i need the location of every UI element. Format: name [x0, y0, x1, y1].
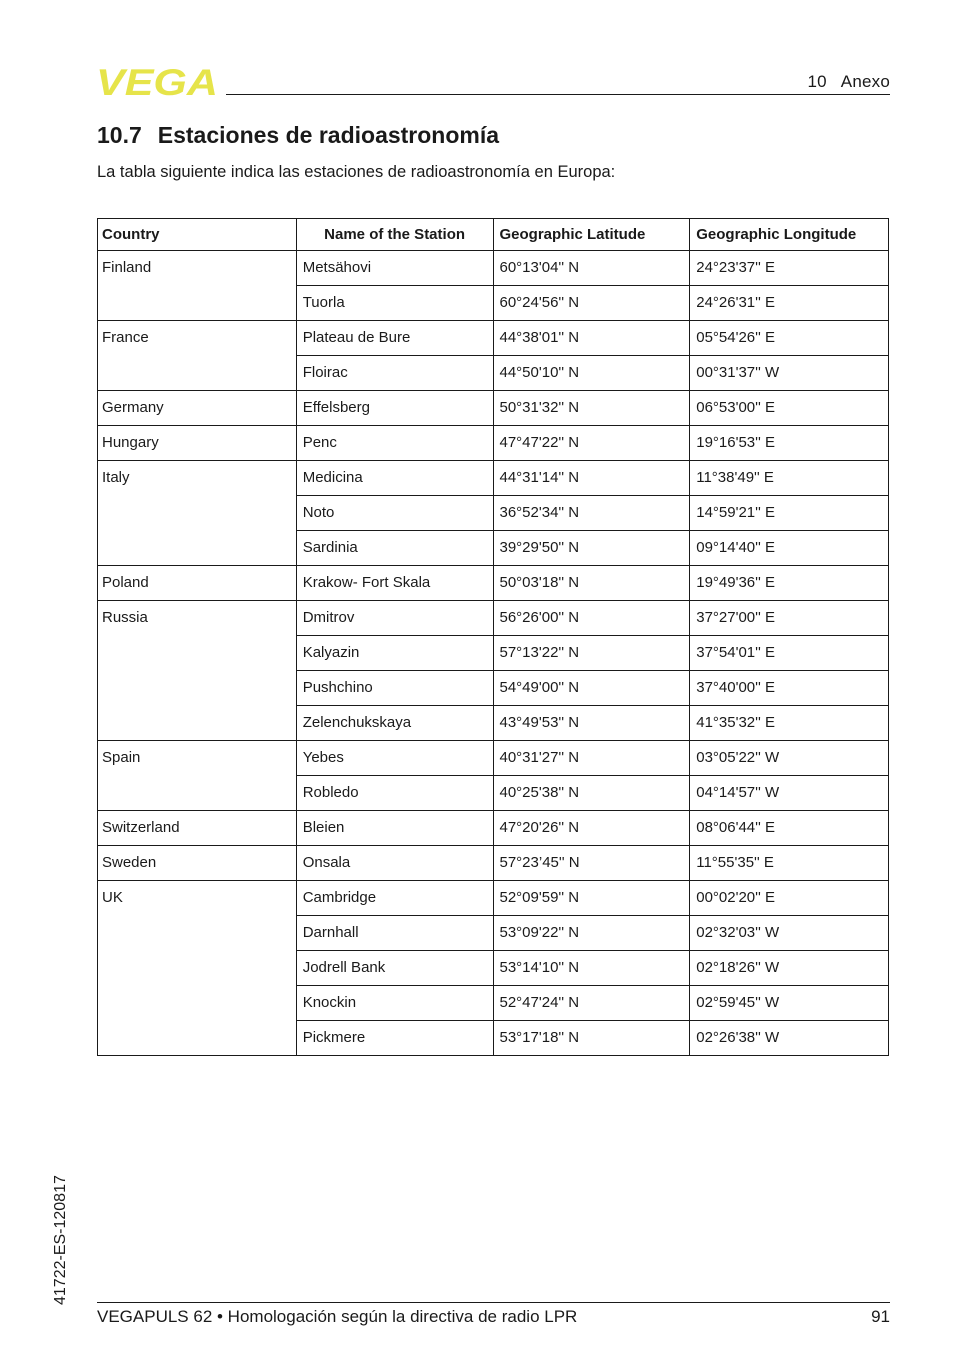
country-cell: Italy	[98, 461, 297, 566]
latitude-cell: 54°49'00'' N	[493, 671, 690, 706]
header-section-name: Anexo	[840, 72, 890, 91]
station-name-cell: Bleien	[296, 811, 493, 846]
longitude-cell: 11°38'49'' E	[690, 461, 889, 496]
table-row	[98, 601, 889, 636]
table-header-row	[98, 219, 889, 251]
longitude-cell: 37°54'01'' E	[690, 636, 889, 671]
station-name-cell: Kalyazin	[296, 636, 493, 671]
latitude-cell: 36°52'34'' N	[493, 496, 690, 531]
station-name-cell: Penc	[296, 426, 493, 461]
table-row	[98, 881, 889, 916]
table-row	[98, 811, 889, 846]
latitude-cell: 39°29'50'' N	[493, 531, 690, 566]
table-row	[98, 566, 889, 601]
longitude-cell: 37°40'00'' E	[690, 671, 889, 706]
station-name-cell: Cambridge	[296, 881, 493, 916]
longitude-cell: 41°35'32'' E	[690, 706, 889, 741]
longitude-cell: 19°49'36'' E	[690, 566, 889, 601]
station-name-cell: Tuorla	[296, 286, 493, 321]
header-section-number: 10	[807, 72, 827, 91]
country-cell: Russia	[98, 601, 297, 741]
footer-title: VEGAPULS 62 • Homologación según la directiva de radio LPR	[97, 1307, 578, 1326]
station-name-cell: Jodrell Bank	[296, 951, 493, 986]
station-name-cell: Darnhall	[296, 916, 493, 951]
column-header-longitude: Geographic Longitude	[690, 219, 889, 251]
longitude-cell: 24°23'37'' E	[690, 251, 889, 286]
longitude-cell: 00°02'20'' E	[690, 881, 889, 916]
latitude-cell: 40°31'27'' N	[493, 741, 690, 776]
latitude-cell: 44°50'10'' N	[493, 356, 690, 391]
longitude-cell: 04°14'57'' W	[690, 776, 889, 811]
station-name-cell: Dmitrov	[296, 601, 493, 636]
latitude-cell: 53°17'18'' N	[493, 1021, 690, 1056]
station-name-cell: Pushchino	[296, 671, 493, 706]
station-name-cell: Effelsberg	[296, 391, 493, 426]
longitude-cell: 14°59'21'' E	[690, 496, 889, 531]
latitude-cell: 60°13'04'' N	[493, 251, 690, 286]
latitude-cell: 53°09'22'' N	[493, 916, 690, 951]
longitude-cell: 24°26'31'' E	[690, 286, 889, 321]
station-name-cell: Robledo	[296, 776, 493, 811]
running-header	[807, 72, 890, 92]
column-header-latitude: Geographic Latitude	[493, 219, 690, 251]
latitude-cell: 52°09'59'' N	[493, 881, 690, 916]
station-name-cell: Yebes	[296, 741, 493, 776]
table-row	[98, 426, 889, 461]
country-cell: Switzerland	[98, 811, 297, 846]
longitude-cell: 11°55'35'' E	[690, 846, 889, 881]
table-row	[98, 251, 889, 286]
latitude-cell: 56°26'00'' N	[493, 601, 690, 636]
intro-paragraph: La tabla siguiente indica las estaciones de radioastronomía en Europa:	[97, 163, 616, 181]
station-name-cell: Krakow- Fort Skala	[296, 566, 493, 601]
latitude-cell: 43°49'53'' N	[493, 706, 690, 741]
table-body	[98, 251, 889, 1056]
table-row	[98, 391, 889, 426]
latitude-cell: 44°31'14'' N	[493, 461, 690, 496]
footer-divider	[97, 1302, 890, 1303]
table-row	[98, 461, 889, 496]
latitude-cell: 44°38'01'' N	[493, 321, 690, 356]
document-code: 41722-ES-120817	[52, 1175, 69, 1305]
station-name-cell: Noto	[296, 496, 493, 531]
country-cell: France	[98, 321, 297, 391]
section-heading	[97, 122, 499, 149]
longitude-cell: 06°53'00'' E	[690, 391, 889, 426]
station-name-cell: Metsähovi	[296, 251, 493, 286]
country-cell: Poland	[98, 566, 297, 601]
latitude-cell: 53°14'10'' N	[493, 951, 690, 986]
station-name-cell: Zelenchukskaya	[296, 706, 493, 741]
latitude-cell: 47°47'22'' N	[493, 426, 690, 461]
station-name-cell: Knockin	[296, 986, 493, 1021]
longitude-cell: 09°14'40'' E	[690, 531, 889, 566]
longitude-cell: 03°05'22'' W	[690, 741, 889, 776]
header-divider	[226, 94, 890, 95]
latitude-cell: 47°20'26'' N	[493, 811, 690, 846]
longitude-cell: 02°59'45'' W	[690, 986, 889, 1021]
station-name-cell: Floirac	[296, 356, 493, 391]
country-cell: Finland	[98, 251, 297, 321]
station-name-cell: Pickmere	[296, 1021, 493, 1056]
longitude-cell: 37°27'00'' E	[690, 601, 889, 636]
country-cell: Sweden	[98, 846, 297, 881]
country-cell: Germany	[98, 391, 297, 426]
table-row	[98, 846, 889, 881]
latitude-cell: 50°31'32'' N	[493, 391, 690, 426]
radio-astronomy-stations-table	[97, 218, 889, 1056]
latitude-cell: 57°23’45'' N	[493, 846, 690, 881]
longitude-cell: 00°31'37'' W	[690, 356, 889, 391]
latitude-cell: 60°24'56'' N	[493, 286, 690, 321]
table-row	[98, 321, 889, 356]
longitude-cell: 02°26'38'' W	[690, 1021, 889, 1056]
country-cell: Spain	[98, 741, 297, 811]
vega-logo	[96, 66, 220, 97]
vega-logo-text: VEGA	[96, 66, 218, 97]
table-row	[98, 741, 889, 776]
section-number: 10.7	[97, 122, 142, 148]
country-cell: UK	[98, 881, 297, 1056]
longitude-cell: 05°54'26'' E	[690, 321, 889, 356]
longitude-cell: 02°32'03'' W	[690, 916, 889, 951]
longitude-cell: 02°18'26'' W	[690, 951, 889, 986]
section-title: Estaciones de radioastronomía	[157, 122, 500, 148]
latitude-cell: 57°13'22'' N	[493, 636, 690, 671]
latitude-cell: 52°47'24'' N	[493, 986, 690, 1021]
latitude-cell: 40°25'38'' N	[493, 776, 690, 811]
country-cell: Hungary	[98, 426, 297, 461]
station-name-cell: Medicina	[296, 461, 493, 496]
longitude-cell: 08°06'44'' E	[690, 811, 889, 846]
latitude-cell: 50°03'18'' N	[493, 566, 690, 601]
station-name-cell: Onsala	[296, 846, 493, 881]
column-header-station: Name of the Station	[296, 219, 493, 251]
station-name-cell: Plateau de Bure	[296, 321, 493, 356]
column-header-country: Country	[98, 219, 297, 251]
station-name-cell: Sardinia	[296, 531, 493, 566]
longitude-cell: 19°16'53'' E	[690, 426, 889, 461]
page-number: 91	[871, 1307, 890, 1326]
